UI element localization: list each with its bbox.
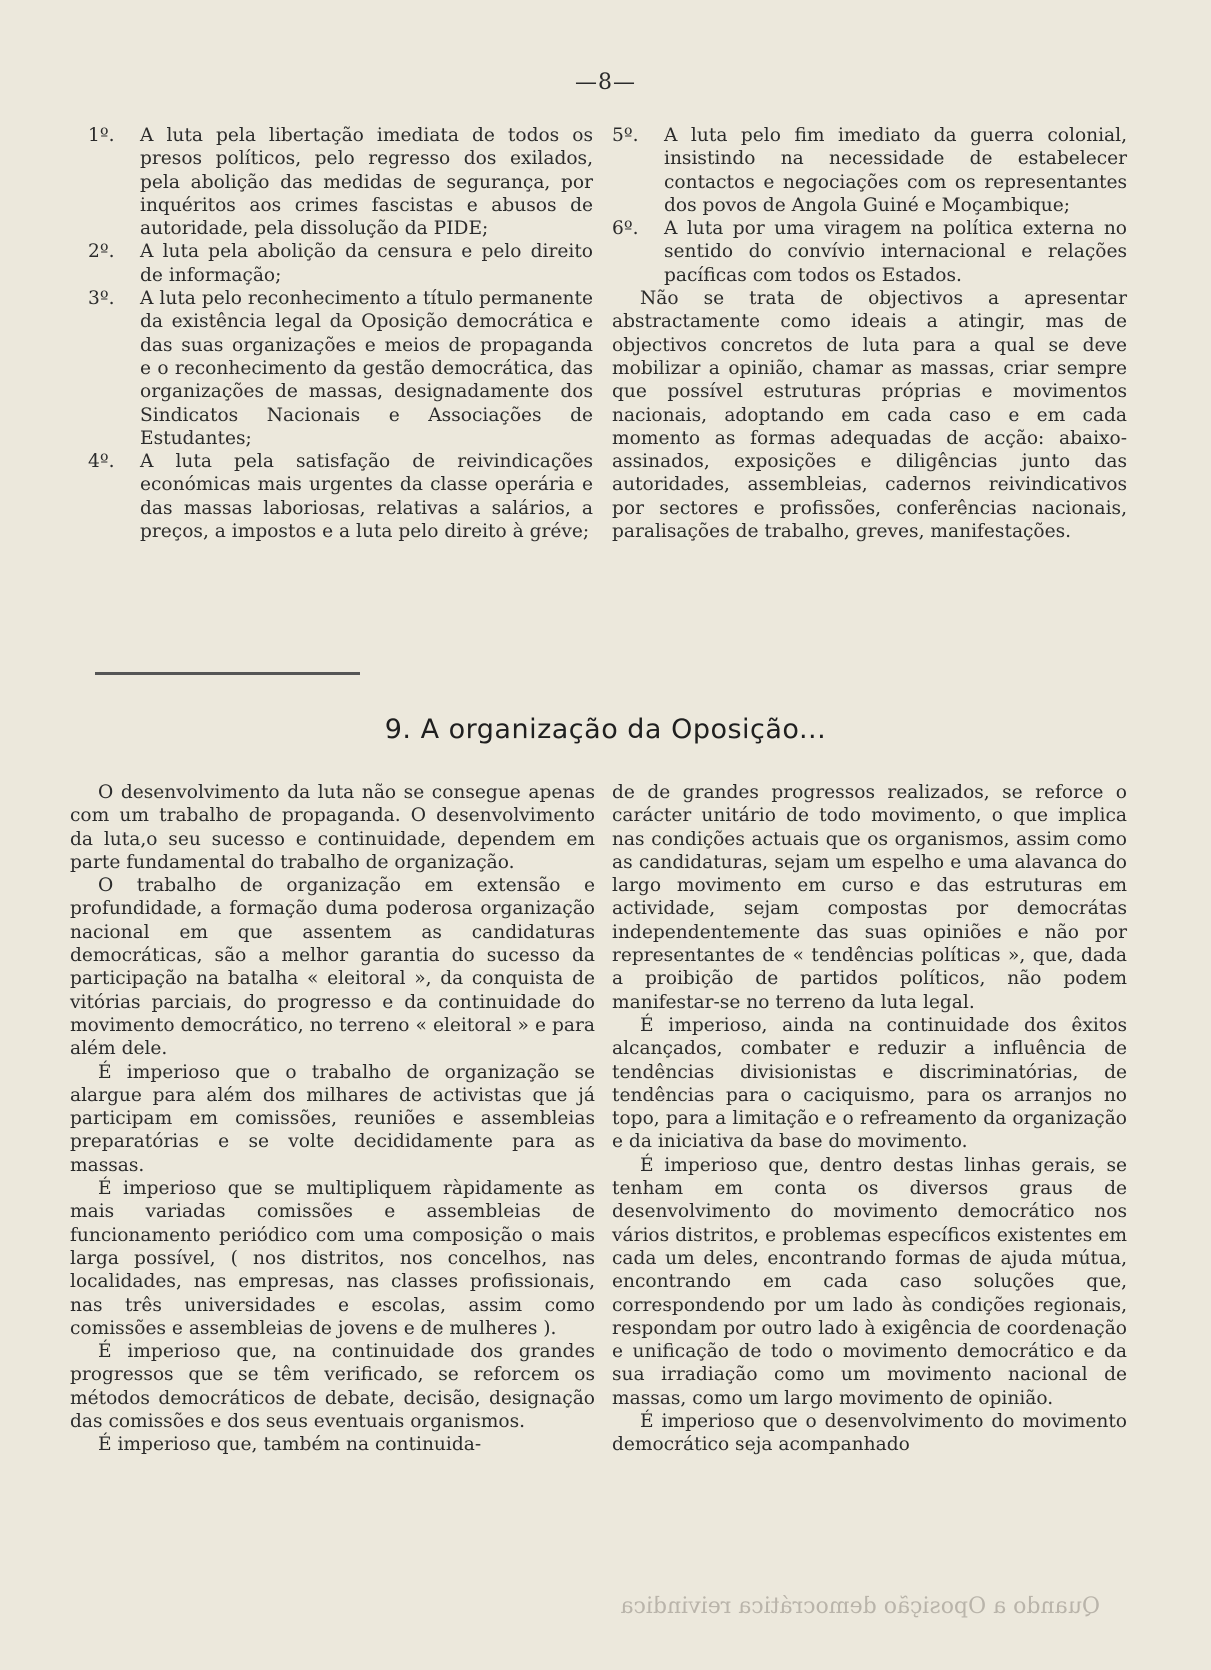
demands-list-left [88, 124, 593, 543]
item-number: 5º. [612, 125, 639, 146]
section-divider [95, 672, 360, 675]
body-paragraph: O desenvolvimento da luta não se consegue apenas com um trabalho de propaganda. O desenvolvimento da luta,o seu sucesso e continuidade, dependem em parte fundamental do trabalho de organização. [70, 782, 595, 873]
demand-item [88, 124, 593, 240]
item-text: A luta pela libertação imediata de todos os presos políticos, pelo regresso dos exilados, pela abolição das medidas de segurança, por inquéritos aos crimes fascistas e abusos de autoridade, pela dissolução da PIDE; [140, 125, 593, 240]
right-column [612, 781, 1127, 1457]
item-number: 6º. [612, 218, 639, 240]
item-text: A luta por uma viragem na política externa no sentido do convívio internacional e relações pacíficas com todos os Estados. [664, 218, 1127, 286]
demands-list-right [612, 124, 1127, 543]
item-text: A luta pela satisfação de reivindicações económicas mais urgentes da classe operária e das massas laboriosas, relativas a salários, a preços, a impostos e a luta pelo direito à gréve; [140, 451, 593, 543]
body-paragraph: de de grandes progressos realizados, se reforce o carácter unitário de todo movimento, o que implica nas condições actuais que os organismos, assim como as candidaturas, sejam um espelho e uma alavanca do largo movimento em curso e das estruturas em actividade, sejam compostas por democrátas independentemente das suas opiniões e não por representantes de « tendências políticas », que, dada a proibição de partidos políticos, não podem manifestar-se no terreno da luta legal. [612, 782, 1127, 1013]
body-paragraph: O trabalho de organização em extensão e profundidade, a formação duma poderosa organização nacional em que assentem as candidaturas democráticas, são a melhor garantia do sucesso da participação na batalha « eleitoral », da conquista de vitórias parciais, do progresso e da continuidade do movimento democrático, no terreno « eleitoral » e para além dele. [70, 875, 595, 1060]
item-number: 1º. [88, 125, 115, 146]
item-text: A luta pelo fim imediato da guerra colonial, insistindo na necessidade de estabelecer contactos e negociações com os representantes dos povos de Angola Guiné e Moçambique; [664, 125, 1127, 216]
body-paragraph: É imperioso que, na continuidade dos grandes progressos que se têm verificado, se reforcem os métodos democráticos de debate, decisão, designação das comissões e dos seus eventuais organismos. [70, 1341, 595, 1433]
item-text: A luta pelo reconhecimento a título permanente da existência legal da Oposição democrática e das suas organizações e meios de propaganda e o reconhecimento da gestão democrática, das organizações de massas, designadamente dos Sindicatos Nacionais e Associações de Estudantes; [140, 288, 593, 449]
demand-item [88, 240, 593, 287]
demand-item [88, 287, 593, 450]
page-number: —8— [575, 70, 636, 95]
body-paragraph: É imperioso que o trabalho de organização se alargue para além dos milhares de activistas que já participam em comissões, reuniões e assembleias preparatórias e se volte decididamente para as massas. [70, 1061, 595, 1176]
body-paragraph: É imperioso que se multipliquem ràpidamente as mais variadas comissões e assembleias de funcionamento periódico com uma composição o mais larga possível, ( nos distritos, nos concelhos, nas localidades, nas empresas, nas classes profissionais, nas três universidades e escolas, assim como comissões e assembleias de jovens e de mulheres ). [70, 1178, 595, 1339]
demand-item [88, 450, 593, 543]
demand-item [612, 124, 1127, 217]
item-number: 3º. [88, 288, 115, 310]
body-paragraph: É imperioso que o desenvolvimento do movimento democrático seja acompanhado [612, 1411, 1127, 1456]
body-paragraph: É imperioso, ainda na continuidade dos êxitos alcançados, combater e reduzir a influência de tendências divisionistas e discriminatórias, de tendências para o caciquismo, para os arranjos no topo, para a limitação e o refreamento da organização e da iniciativa da base do movimento. [612, 1014, 1127, 1153]
item-text: A luta pela abolição da censura e pelo direito de informação; [140, 241, 593, 286]
left-column [70, 781, 595, 1457]
bleed-through-text: Quando a Oposição democrática reivindica [620, 1594, 1100, 1619]
body-paragraph: É imperioso que, dentro destas linhas gerais, se tenham em conta os diversos graus de desenvolvimento do movimento democrático nos vários distritos, e problemas específicos existentes em cada um deles, encontrando formas de ajuda mútua, encontrando em cada caso soluções que, correspondendo por um lado às condições regionais, respondam por outro lado à exigência de coordenação e unificação de todo o movimento democrático e da sua irradiação como um movimento nacional de massas, como um largo movimento de opinião. [612, 1154, 1127, 1409]
item-number: 2º. [88, 241, 115, 263]
body-paragraph: É imperioso que, também na continuida- [98, 1434, 482, 1456]
section-title: 9. A organização da Oposição... [384, 714, 827, 745]
item-number: 4º. [88, 451, 115, 473]
body-paragraph: Não se trata de objectivos a apresentar abstractamente como ideais a atingir, mas de objectivos concretos de luta para a qual se deve mobilizar a opinião, chamar as massas, criar sempre que possível estruturas próprias e movimentos nacionais, adoptando em cada caso e em cada momento as formas adequadas de acção: abaixo-assinados, exposições e diligências junto das autoridades, assembleias, cadernos reivindicativos por sectores e profissões, conferências nacionais, paralisações de trabalho, greves, manifestações. [612, 288, 1127, 543]
demand-item [612, 217, 1127, 287]
